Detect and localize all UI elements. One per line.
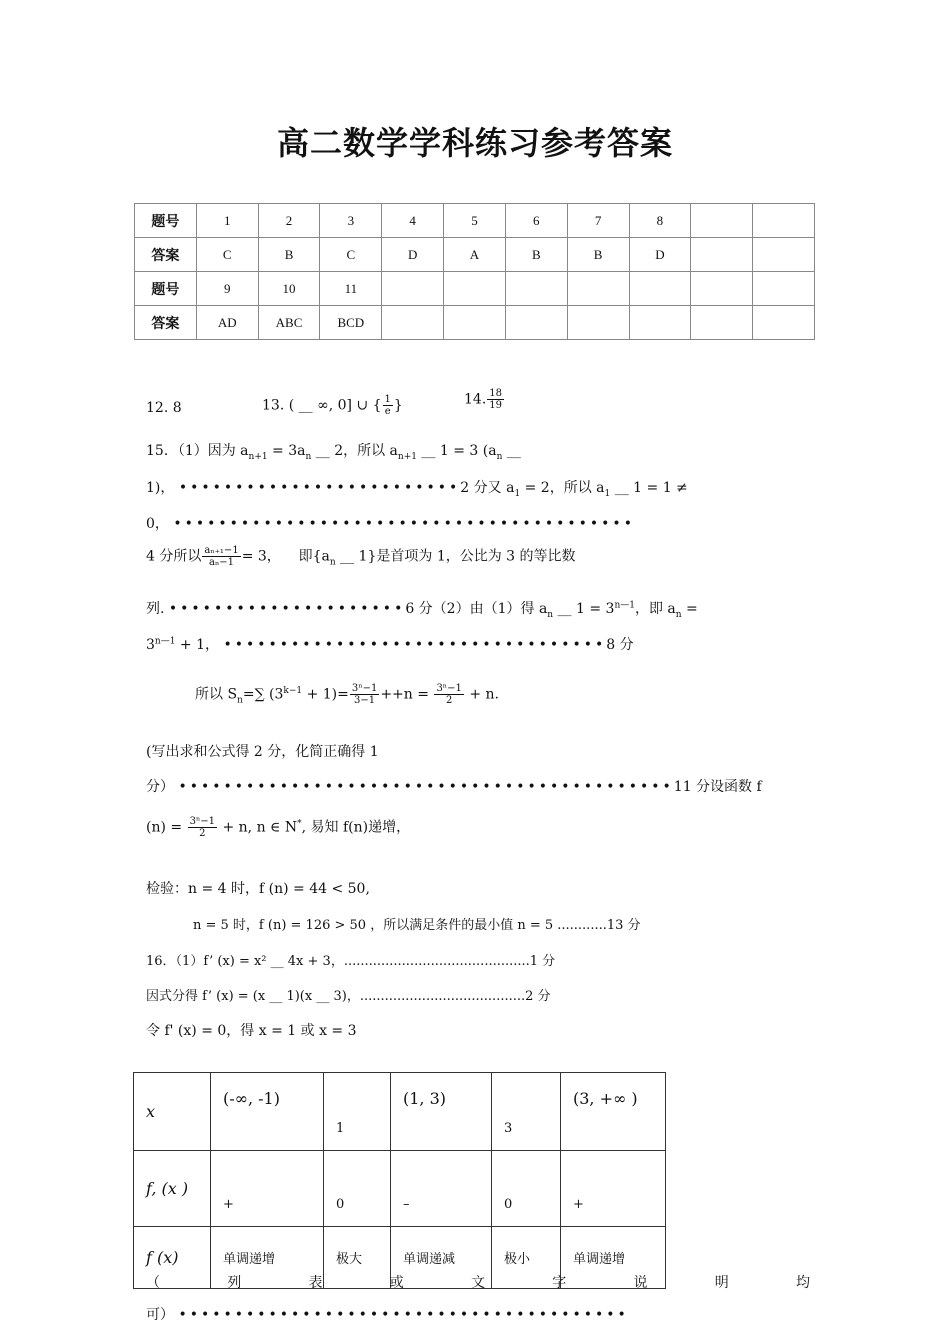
- answer-12: 12. 8: [146, 400, 182, 416]
- answer-14: 14. $\frac{18}{19}$: [464, 388, 502, 411]
- answer-table-cell: [567, 272, 629, 306]
- q15-check-1: 检验：n = 4 时，f (n) = 44 < 50,: [146, 881, 370, 897]
- answer-table-cell: 5: [444, 204, 506, 238]
- q15-line-6: $3^{n—1} + 1$， ••••••••••••••••••••••••••••••••••8 分: [146, 636, 634, 653]
- page-title: 高二数学学科练习参考答案: [276, 124, 673, 162]
- answer-table-cell: AD: [196, 306, 258, 340]
- answer-table-cell: [753, 272, 815, 306]
- answer-table-header-cell: 题号: [135, 272, 197, 306]
- answer-13-text: 13. ( __ ∞, 0] ∪ {: [262, 397, 382, 414]
- answer-table-row: [135, 306, 815, 340]
- answer-table-cell: BCD: [320, 306, 382, 340]
- note-char: 明: [714, 1275, 729, 1291]
- answer-table-cell: 1: [196, 204, 258, 238]
- answer-table-cell: 6: [505, 204, 567, 238]
- answer-table-cell: [629, 306, 691, 340]
- variation-table: [133, 1072, 666, 1289]
- q15-check-2: n = 5 时，f (n) = 126 > 50 ，所以满足条件的最小值 n = 5 ............13 分: [193, 918, 641, 933]
- answer-table-cell: [753, 238, 815, 272]
- answer-table-cell: [629, 272, 691, 306]
- answer-table-cell: 3: [320, 204, 382, 238]
- answer-table-cell: [753, 306, 815, 340]
- answer-table-cell: [691, 306, 753, 340]
- note-char: 列: [227, 1275, 242, 1291]
- q15-line-10: (n) = $\frac{\text{3ⁿ−1}}{2}$ + n, n ∈ N*, 易知 f(n)递增，: [146, 816, 411, 839]
- note-char: 说: [633, 1275, 648, 1291]
- answer-table-cell: [505, 306, 567, 340]
- variation-table-cell: f, (x ): [134, 1151, 211, 1227]
- answer-table-cell: [691, 272, 753, 306]
- answer-table-row: [135, 272, 815, 306]
- variation-table-row: [134, 1151, 666, 1227]
- answer-table-cell: B: [567, 238, 629, 272]
- q15-line-5: 列. •••••••••••••••••••••6 分（2）由（1）得 $a_n$ __ $1 = 3^{n—1}$，即 $a_n$ =: [146, 600, 698, 620]
- variation-table-cell: +: [561, 1151, 666, 1227]
- answer-table-cell: 9: [196, 272, 258, 306]
- answer-table-cell: C: [320, 238, 382, 272]
- answer-table-cell: [691, 204, 753, 238]
- answer-table-cell: ABC: [258, 306, 320, 340]
- answer-table-row: [135, 238, 815, 272]
- answer-table-cell: 7: [567, 204, 629, 238]
- variation-table-cell: (1, 3): [391, 1073, 492, 1151]
- answer-table-cell: 4: [382, 204, 444, 238]
- note-char: 文: [471, 1275, 485, 1291]
- note-char: 均: [796, 1275, 810, 1291]
- answer-table-header-cell: 题号: [135, 204, 197, 238]
- answer-table-header-cell: 答案: [135, 238, 197, 272]
- variation-table-cell: (-∞, -1): [211, 1073, 324, 1151]
- variation-table-cell: 3: [492, 1073, 561, 1151]
- answer-table-cell: [691, 238, 753, 272]
- variation-table-cell: 单调递减: [391, 1227, 492, 1289]
- answer-table-cell: [505, 272, 567, 306]
- answer-table-cell: D: [629, 238, 691, 272]
- variation-table-cell: f (x): [134, 1227, 211, 1289]
- q15-note: (写出求和公式得 2 分，化简正确得 1: [146, 744, 379, 760]
- q15-line-4: 4 分所以 $\frac{\text{aₙ₊₁−1}}{\text{aₙ−1}}$ = 3， 即{$a_n$ __ 1}是首项为 1，公比为 3 的等比数: [146, 545, 576, 568]
- q15-line-9: 分） ••••••••••••••••••••••••••••••••••••••••••••11 分设函数 f: [146, 779, 762, 795]
- variation-table-cell: 单调递增: [211, 1227, 324, 1289]
- variation-table-cell: –: [391, 1151, 492, 1227]
- note-char: 字: [552, 1275, 567, 1291]
- answer-13: 13. ( __ ∞, 0] ∪ { $\frac{1}{e}$ }: [262, 394, 403, 417]
- answer-table-cell: [567, 306, 629, 340]
- variation-table-cell: 极大: [324, 1227, 391, 1289]
- answer-table-cell: [382, 272, 444, 306]
- answer-table-cell: [444, 272, 506, 306]
- answer-table-cell: 11: [320, 272, 382, 306]
- variation-table-cell: 1: [324, 1073, 391, 1151]
- answer-table-cell: C: [196, 238, 258, 272]
- variation-table-cell: x: [134, 1073, 211, 1151]
- q16-line-1: 16．（1）f’ (x) = x² __ 4x + 3，.............................................1 分: [146, 954, 556, 969]
- variation-table-cell: +: [211, 1151, 324, 1227]
- variation-table-cell: 单调递增: [561, 1227, 666, 1289]
- answer-table-cell: B: [258, 238, 320, 272]
- q16-line-2: 因式分得 f’ (x) = (x __ 1)(x __ 3)，........................................2 分: [146, 989, 551, 1004]
- answer-table-cell: 10: [258, 272, 320, 306]
- variation-table-cell: (3, +∞ ): [561, 1073, 666, 1151]
- answer-table-row: [135, 204, 815, 238]
- ratio-fraction: $\frac{\text{aₙ₊₁−1}}{\text{aₙ−1}}$: [204, 545, 239, 568]
- answer-table-cell: D: [382, 238, 444, 272]
- q16-note-end: 可） ••••••••••••••••••••••••••••••••••••••••: [146, 1307, 629, 1323]
- note-char: 表: [308, 1275, 323, 1291]
- variation-table-row: [134, 1073, 666, 1151]
- answer-13-fraction: $\frac{1}{e}$: [384, 394, 391, 417]
- answer-table: [134, 203, 815, 340]
- q16-note: [146, 1272, 810, 1292]
- answer-14-fraction: $\frac{18}{19}$: [489, 388, 502, 411]
- answer-table-cell: B: [505, 238, 567, 272]
- note-char: （: [146, 1275, 160, 1291]
- answer-table-cell: [382, 306, 444, 340]
- variation-table-cell: 0: [492, 1151, 561, 1227]
- q15-line-3: 0， •••••••••••••••••••••••••••••••••••••••••: [146, 516, 635, 532]
- q15-line-1: 15．（1）因为 $a_{n+1} = 3a_n$ __ 2，所以 $a_{n+1}$ __ 1 = 3 ($a_n$ __: [146, 443, 521, 462]
- answer-table-header-cell: 答案: [135, 306, 197, 340]
- variation-table-cell: 极小: [492, 1227, 561, 1289]
- note-char: 或: [389, 1275, 404, 1291]
- answer-table-cell: A: [444, 238, 506, 272]
- variation-table-cell: 0: [324, 1151, 391, 1227]
- answer-table-cell: [753, 204, 815, 238]
- answer-table-cell: [444, 306, 506, 340]
- q15-sum-formula: 所以 $S_n=\sum$ $(3^{k-1} + 1)=$ $\frac{\text{3ⁿ−1}}{3-1}$ ++n = $\frac{\text{3ⁿ−1}}{2}$ + n.: [195, 683, 499, 706]
- q16-line-3: 令 f' (x) = 0，得 x = 1 或 x = 3: [146, 1023, 357, 1039]
- q15-line-2: 1)， •••••••••••••••••••••••••2 分又 $a_1 = 2$，所以 $a_1$ __ 1 = 1 ≠: [146, 480, 688, 499]
- answer-table-cell: 8: [629, 204, 691, 238]
- answer-table-cell: 2: [258, 204, 320, 238]
